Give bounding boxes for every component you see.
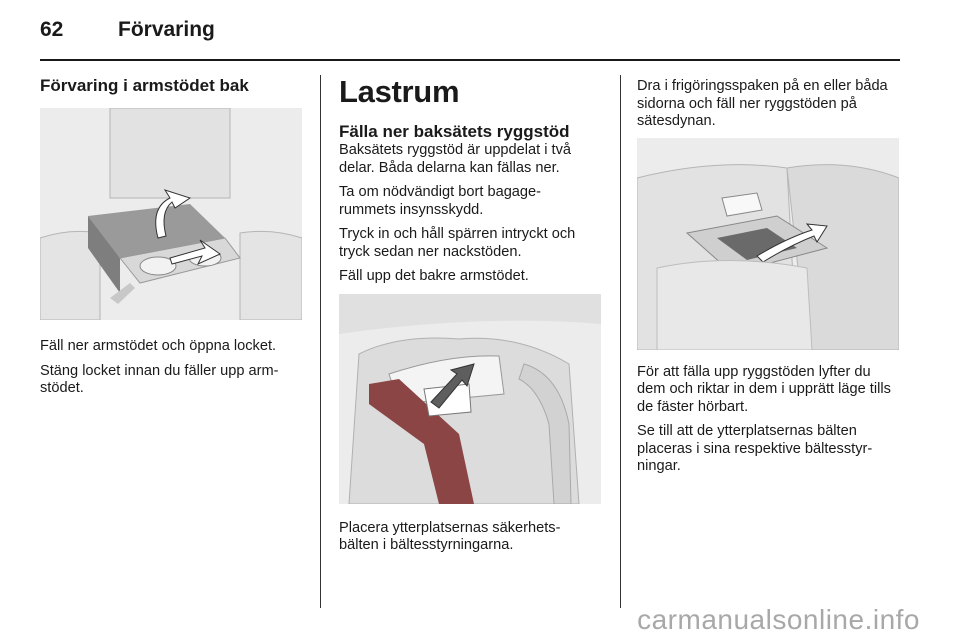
paragraph: Tryck in och håll spärren intryckt och tryck sedan ner nackstöden. (339, 226, 576, 260)
section-title-armrest: Förvaring i armstödet bak (40, 76, 249, 95)
paragraph: Baksätets ryggstöd är uppdelat i två delar. Båda delarna kan fällas ner. (339, 142, 572, 176)
paragraph: Dra i frigöringsspaken på en eller båda sidorna och fäll ner ryggstöden på sätesdynan. (637, 78, 888, 129)
paragraph: Fäll ner armstödet och öppna locket. (40, 338, 277, 354)
paragraph: Stäng locket innan du fäller upp arm- stödet. (40, 362, 279, 396)
page-heading: Förvaring (118, 18, 215, 41)
headrest-illustration (339, 294, 601, 504)
column-divider (620, 75, 621, 608)
header-divider (40, 59, 900, 61)
armrest-illustration (40, 108, 302, 320)
paragraph: Fäll upp det bakre armstödet. (339, 268, 529, 284)
release-lever-illustration (637, 138, 899, 350)
paragraph: För att fälla upp ryggstöden lyfter du dem och riktar in dem i upprätt läge tills de fäster hörbart. (637, 363, 891, 415)
subtitle-fold-seatback: Fälla ner baksätets ryggstöd (339, 122, 570, 141)
paragraph: Placera ytterplatsernas säkerhets- bälten i bältesstyrningarna. (339, 519, 561, 553)
page-number: 62 (40, 18, 64, 41)
column-3 (637, 75, 902, 483)
column-1 (40, 75, 305, 405)
main-title-cargo: Lastrum (339, 74, 460, 109)
paragraph: Ta om nödvändigt bort bagage- rummets insynsskydd. (339, 184, 542, 218)
paragraph: Se till att de ytterplatsernas bälten placeras i sina respektive bältesstyr- ningar. (637, 423, 873, 474)
column-divider (320, 75, 321, 608)
watermark: carmanualsonline.info (637, 604, 920, 635)
column-2 (339, 75, 604, 562)
